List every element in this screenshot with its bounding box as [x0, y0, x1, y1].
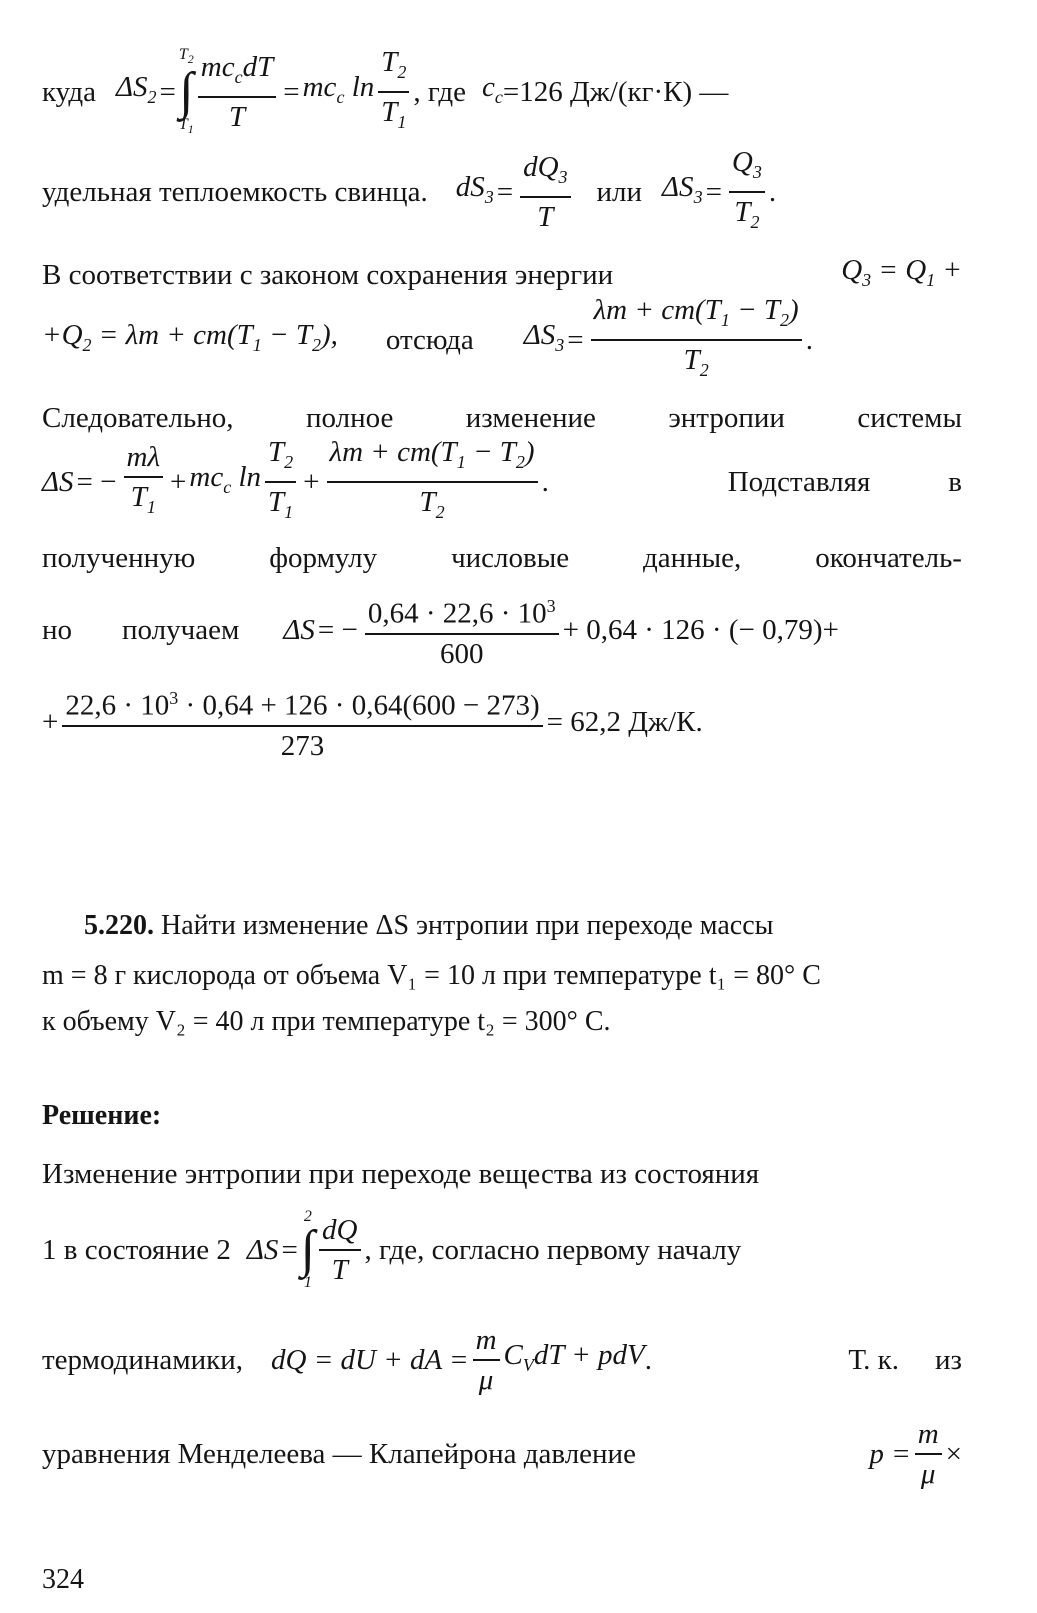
- text-udelnaya: удельная теплоемкость свинца.: [42, 176, 428, 208]
- problem-line-3: к объему V₂ = 40 л при температуре t₂ = 300° С.: [42, 1006, 611, 1037]
- line-4: $+Q_2 = \lambda m + cm(T_1 - T_2)$, отсюда $\Delta S_3$ = $\frac{\lambda m + cm(T_1 - T_2)}{T_2}$ .: [42, 300, 962, 380]
- math-delta-s2: $\Delta S_2$: [115, 71, 157, 107]
- solution-heading: Решение:: [42, 1100, 162, 1131]
- fraction-m-mu: $\frac{m}{\mu}$: [473, 1323, 500, 1397]
- word: окончатель-: [815, 542, 962, 574]
- text-poluchaem: получаем: [122, 614, 240, 646]
- line-2: удельная теплоемкость свинца. $dS_3$ = $\frac{dQ_3}{T}$ или $\Delta S_3$ = $\frac{Q_3}{T_2}$ .: [42, 152, 962, 232]
- text-s4a: уравнения Менделеева — Клапейрона давление: [42, 1438, 636, 1470]
- word: изменение: [465, 402, 596, 434]
- word: Следовательно,: [42, 402, 234, 434]
- fraction-t2-t1-b: $\frac{T_2}{T_1}$: [265, 435, 296, 529]
- text-s3c: из: [935, 1344, 962, 1376]
- text-v-sootv: В соответствии с законом сохранения энергии: [42, 258, 614, 291]
- text-result: = 62,2 Дж/К.: [546, 706, 703, 738]
- text-s2b: , где, согласно первому началу: [364, 1234, 742, 1266]
- fraction-first-term: $\frac{0,64 \cdot 22,6 \cdot 10^3}{600}$: [365, 589, 559, 671]
- word: данные,: [643, 542, 742, 574]
- line-9: + $\frac{22,6 \cdot 10^3 \cdot 0,64 + 126 \cdot 0,64(600 - 273)}{273}$ = 62,2 Дж/К.: [42, 680, 962, 764]
- fraction-m-mu-2: $\frac{m}{\mu}$: [915, 1417, 942, 1491]
- line-8: но получаем ΔS = − $\frac{0,64 \cdot 22,6 \cdot 10^3}{600}$ + 0,64 · 126 · (− 0,79)+: [42, 588, 962, 672]
- text-s2a: 1 в состояние 2: [42, 1234, 231, 1266]
- text-s3a: термодинамики,: [42, 1344, 244, 1376]
- line-3: В соответствии с законом сохранения энергии $Q_3 = Q_1$ +: [42, 254, 962, 291]
- word: системы: [857, 402, 962, 434]
- word: числовые: [451, 542, 570, 574]
- word: полное: [305, 402, 394, 434]
- fraction-ds3-b: $\frac{\lambda m + cm(T_1 - T_2)}{T_2}$: [327, 435, 538, 529]
- fraction-t2-t1: $\frac{T_2}{T_1}$: [378, 45, 409, 139]
- fraction-last-term: $\frac{22,6 \cdot 10^3 \cdot 0,64 + 126 \cdot 0,64(600 - 273)}{273}$: [62, 681, 542, 763]
- fraction-ds3: $\frac{\lambda m + cm(T_1 - T_2)}{T_2}$: [591, 293, 802, 387]
- problem-line-2: m = 8 г кислорода от объема V₁ = 10 л при температуре t₁ = 80° С: [42, 960, 821, 991]
- line-7: [42, 540, 962, 576]
- solution-line-1: Изменение энтропии при переходе вещества из состояния: [42, 1158, 760, 1190]
- text-gde: , где: [413, 76, 466, 108]
- text-kuda: куда: [42, 76, 96, 108]
- text-cc-value: =126 Дж/(кг·К) —: [502, 76, 729, 108]
- text-no: но: [42, 614, 73, 646]
- text-otsyuda: отсюда: [385, 324, 474, 356]
- fraction-q3-t2: $\frac{Q_3}{T_2}$: [729, 145, 765, 239]
- text-s3b: Т. к.: [848, 1344, 900, 1376]
- integral-sign: $T_2$ ∫ $T_1$: [178, 45, 194, 137]
- text-v: в: [948, 466, 962, 498]
- problem-line-1: [84, 908, 962, 944]
- fraction-dq3-t: $\frac{dQ_3}{T}$: [520, 150, 570, 234]
- word: формулу: [269, 542, 378, 574]
- fraction-dq-t: $\frac{dQ}{T}$: [319, 1213, 360, 1287]
- solution-line-2: 1 в состояние 2 ΔS = 2 ∫ 1 $\frac{dQ}{T}$ , где, согласно первому началу: [42, 1208, 742, 1291]
- line-1: куда $\Delta S_2$ = $T_2$ ∫ $T_1$ $\frac{mc_cdT}{T}$ = $mc_c$ ln $\frac{T_2}{T_1}$ , где $c_c$ =126 Дж/(кг·К) —: [42, 52, 962, 132]
- line-5: [42, 400, 962, 436]
- problem-number: 5.220.: [84, 910, 154, 941]
- line-6: ΔS = − $\frac{m\lambda}{T_1}$ + $mc_c$ ln $\frac{T_2}{T_1}$ + $\frac{\lambda m + cm(T_1 - T_2)}{T_2}$ . Подставляя в: [42, 440, 962, 524]
- fraction-ml-t1: $\frac{m\lambda}{T_1}$: [124, 440, 164, 524]
- word: энтропии: [668, 402, 785, 434]
- problem-text-1: Найти изменение ΔS энтропии при переходе массы: [161, 910, 774, 941]
- integral-sign-2: 2 ∫ 1: [300, 1208, 316, 1291]
- page-number: 324: [42, 1564, 84, 1595]
- solution-line-4: уравнения Менделеева — Клапейрона давление p = $\frac{m}{\mu}$ ×: [42, 1418, 962, 1490]
- fraction-mc-dt-t: $\frac{mc_cdT}{T}$: [198, 50, 276, 134]
- word: полученную: [42, 542, 196, 574]
- solution-line-3: термодинамики, dQ = dU + dA = $\frac{m}{\mu}$ $C_VdT$ + pdV . Т. к. из: [42, 1324, 962, 1396]
- text-podstavlyaya: Подставляя: [727, 466, 871, 498]
- text-ili: или: [596, 176, 643, 208]
